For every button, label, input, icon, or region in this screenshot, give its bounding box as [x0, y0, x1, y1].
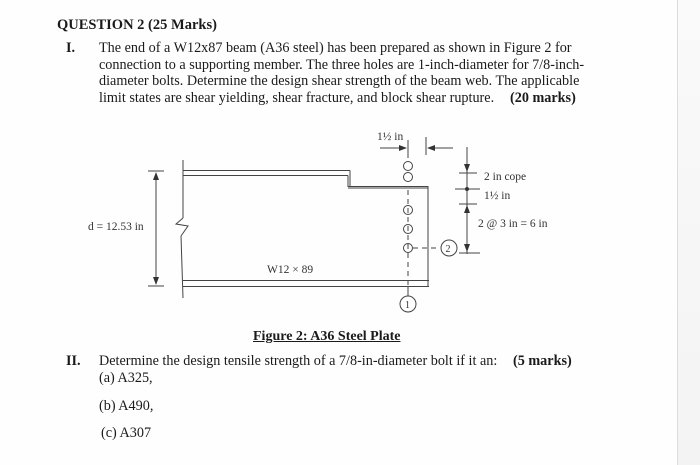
top-hole-label: 1½ in — [484, 190, 511, 202]
option-b: (b) A490, — [99, 398, 154, 414]
cope-label: 2 in cope — [484, 171, 527, 183]
figure-caption: Figure 2: A36 Steel Plate — [253, 329, 401, 344]
side-margin-panel — [677, 0, 700, 465]
part-1-numeral: I. — [66, 40, 76, 56]
option-c: (c) A307 — [101, 425, 152, 441]
part-1-line-1: The end of a W12x87 beam (A36 steel) has been prepared as shown in Figure 2 for — [99, 40, 572, 56]
part-2-marks: (5 marks) — [513, 353, 572, 369]
part-2-numeral: II. — [66, 353, 81, 369]
part-1-line-4: limit states are shear yielding, shear fracture, and block shear rupture. — [99, 89, 495, 106]
edge-distance-label: 1½ in — [377, 131, 404, 143]
section-label: W12 × 89 — [267, 264, 314, 276]
question-title: QUESTION 2 (25 Marks) — [57, 17, 217, 33]
marker-1-label: 1 — [405, 300, 410, 311]
part-2-line: Determine the design tensile strength of a 7/8-in-diameter bolt if it an: — [99, 353, 498, 369]
part-1-line-2: connection to a supporting member. The three holes are 1-inch-diameter for 7/8-inch- — [99, 56, 585, 73]
marker-2-label: 2 — [445, 244, 451, 255]
part-1-line-3: diameter bolts. Determine the design shear strength of the beam web. The applicable — [99, 73, 580, 89]
option-a: (a) A325, — [99, 370, 153, 386]
spacing-label: 2 @ 3 in = 6 in — [478, 218, 548, 230]
depth-label: d = 12.53 in — [88, 221, 144, 233]
part-1-marks: (20 marks) — [510, 89, 576, 106]
